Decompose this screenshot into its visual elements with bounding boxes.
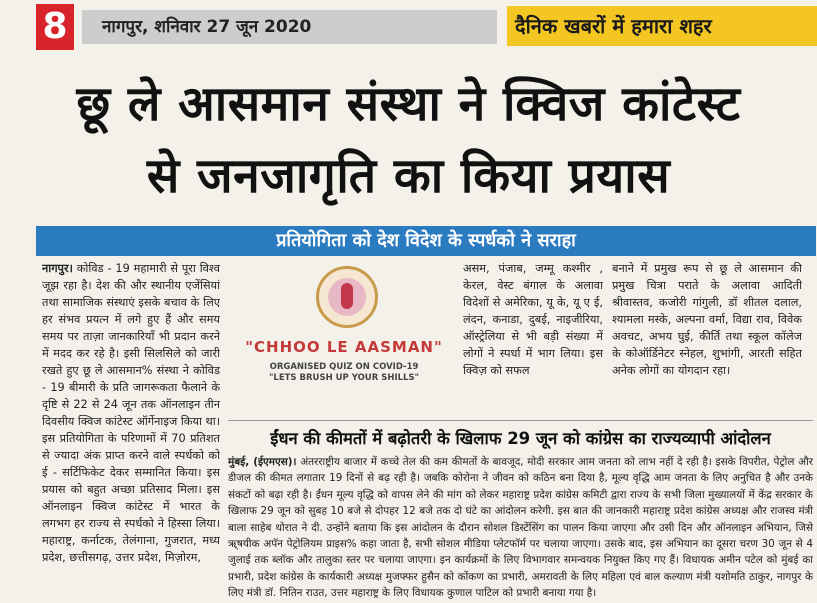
organisation-emblem-icon [316,266,378,328]
second-article-text: अंतरराष्ट्रीय बाजार में कच्चे तेल की कम कीमतों के बावजूद, मोदी सरकार आम जनता को लाभ नहीं दे रही है। इसके विपरीत, पेट्रोल और डीजल की कीमत लगातार 19 दिनों से बढ़ रही है। जबकि कोरोना ने जीवन को कठिन बना दिया है, मूल्य वृद्धि आम जनता के लिए अनुचित है और उनके संकटों को बढ़ा रही है। ईंधन मूल्य वृद्धि को वापस लेने की मांग को लेकर महाराष्ट्र प्रदेश कांग्रेस कमिटी द्वारा राज्य के सभी जिला मुख्यालयों में केंद्र सरकार के खिलाफ 29 जून को सुबह 10 बजे से दोपहर 12 बजे तक दो घंटे का आंदोलन करेगी. इस बात की जानकारी महाराष्ट्र प्रदेश कांग्रेस अध्यक्ष और राजस्व मंत्री बाला साहेब थोरात ने दी. उन्होंने बताया कि इस आंदोलन के दौरान सोशल डिस्टेंसिंग का पालन किया जाएगा और उसी दिन और ऑनलाइन अभियान, जिसे ऋ्षयीक अपॅन पेट्रोलियम प्राइस% कहा जाता है, सभी सोशल मीडिया प्लेटफॉर्म पर चलाया जाएगा। उसके बाद, इस अभियान का दूसरा चरण 30 जून से 4 जुलाई तक ब्लॉक और तालुका स्तर पर चलाया जाएगा। इन कार्यक्रमों के लिए विभागवार समन्वयक नियुक्त किए गए हैं। विधायक अमीन पटेल को मुंबई का प्रभारी, प्रदेश कांग्रेस के कार्यकारी अध्यक्ष मुजफ्फर हुसैन को कोंकण का प्रभारी, अमरावती के लिए महिला एवं बाल कल्याण मंत्री यशोमति ठाकुर, नागपुर के लिए मंत्री डॉ. नितिन राउत, उत्तर महाराष्ट्र के लिए विधायक कुणाल पाटिल को प्रभारी बनाया गया है। [228,456,813,600]
divider [228,420,813,421]
subheadline: प्रतियोगिता को देश विदेश के स्पर्धको ने सराहा [276,230,576,251]
page-number: 8 [36,4,74,50]
main-headline [0,68,817,212]
headline-line-2: से जनजागृति का किया प्रयास [146,148,671,204]
section-slogan: दैनिक खबरों में हमारा शहर [507,6,817,46]
logo-tagline-2: "LETS BRUSH UP YOUR SHILLS" [268,373,419,383]
article-column-1 [42,260,220,600]
second-article-headline: ईंधन की कीमतों में बढ़ोतरी के खिलाफ 29 जून को कांग्रेस का राज्यव्यापी आंदोलन [270,429,771,448]
headline-line-1: छू ले आसमान संस्था ने क्विज कांटेस्ट [76,76,741,132]
logo-tagline [228,362,460,384]
chhoo-le-aasman-logo [228,258,460,392]
page-header [0,0,817,52]
article-column-1-text: कोविड - 19 महामारी से पूरा विश्व जूझ रहा है। देश की और स्थानीय एजेंसियां तथा सामाजिक संस्थाएं इसके बचाव के लिए हर संभव प्रयत्न में लगे हुए हैं और समय समय पर ताज़ा जानकारियाँ भी प्रदान करने में मदद कर रहे है। इसी सिलसिले को जारी रखते हुए छू ले आसमान% संस्था ने कोविड - 19 बीमारी के प्रति जागरूकता फैलाने के दृष्टि से 22 से 24 जून तक ऑनलाइन तीन दिवसीय क्विज कांटेस्ट ऑर्गेनाइज किया था। इस प्रतियोगिता के परिणामों में 70 प्रतिशत से ज्यादा अंक प्राप्त करने वाले स्पर्धको को ई - सर्टिफिकेट देकर सम्मानित किया। इस प्रयास को बहुत अच्छा प्रतिसाद मिला। इस ऑनलाइन क्विज कांटेस्ट में भारत के लगभग हर राज्य से स्पर्धको ने हिस्सा लिया। महाराष्ट्र, कर्नाटक, तेलंगाना, गुजरात, मध्य प्रदेश, छत्तीसगढ़, उत्तर प्रदेश, मिज़ोरम, [42,262,220,564]
logo-name: "CHHOO LE AASMAN" [245,338,443,356]
article-column-2: असम, पंजाब, जम्मू कश्मीर , केरल, वेस्ट बंगाल के अलावा विदेशों से अमेरिका, यू के, यू ए ई, लंदन, कनाडा, दुबई, नाइजीरिया, ऑस्ट्रेलिया से भी बड़ी संख्या में लोगों ने स्पर्धा में भाग लिया। इस क्विज़ को सफल [463,262,603,377]
article-column-3: बनाने में प्रमुख रूप से छू ले आसमान की प्रमुख चित्रा पराते के अलावा आदिती श्रीवास्तव, कजोरी गांगुली, डॉ शीतल दलाल, श्यामला मस्के, अल्पना वर्मा, विद्या राव, विवेक अवचट, अभय घुई, कीर्ति तथा स्कूल कॉलेज के कोऑर्डिनेटर स्नेहल, शुभांगी, आरती सहित अनेक लोगों का योगदान रहा। [612,262,802,377]
dateline: नागपुर, शनिवार 27 जून 2020 [82,10,497,44]
article-dateline: नागपुर। [42,262,73,275]
second-article-dateline: मुंबई, (ईएमएस)। [228,456,297,468]
logo-tagline-1: ORGANISED QUIZ ON COVID-19 [269,362,419,372]
second-article-body [228,454,813,600]
subheadline-bar [36,226,816,256]
